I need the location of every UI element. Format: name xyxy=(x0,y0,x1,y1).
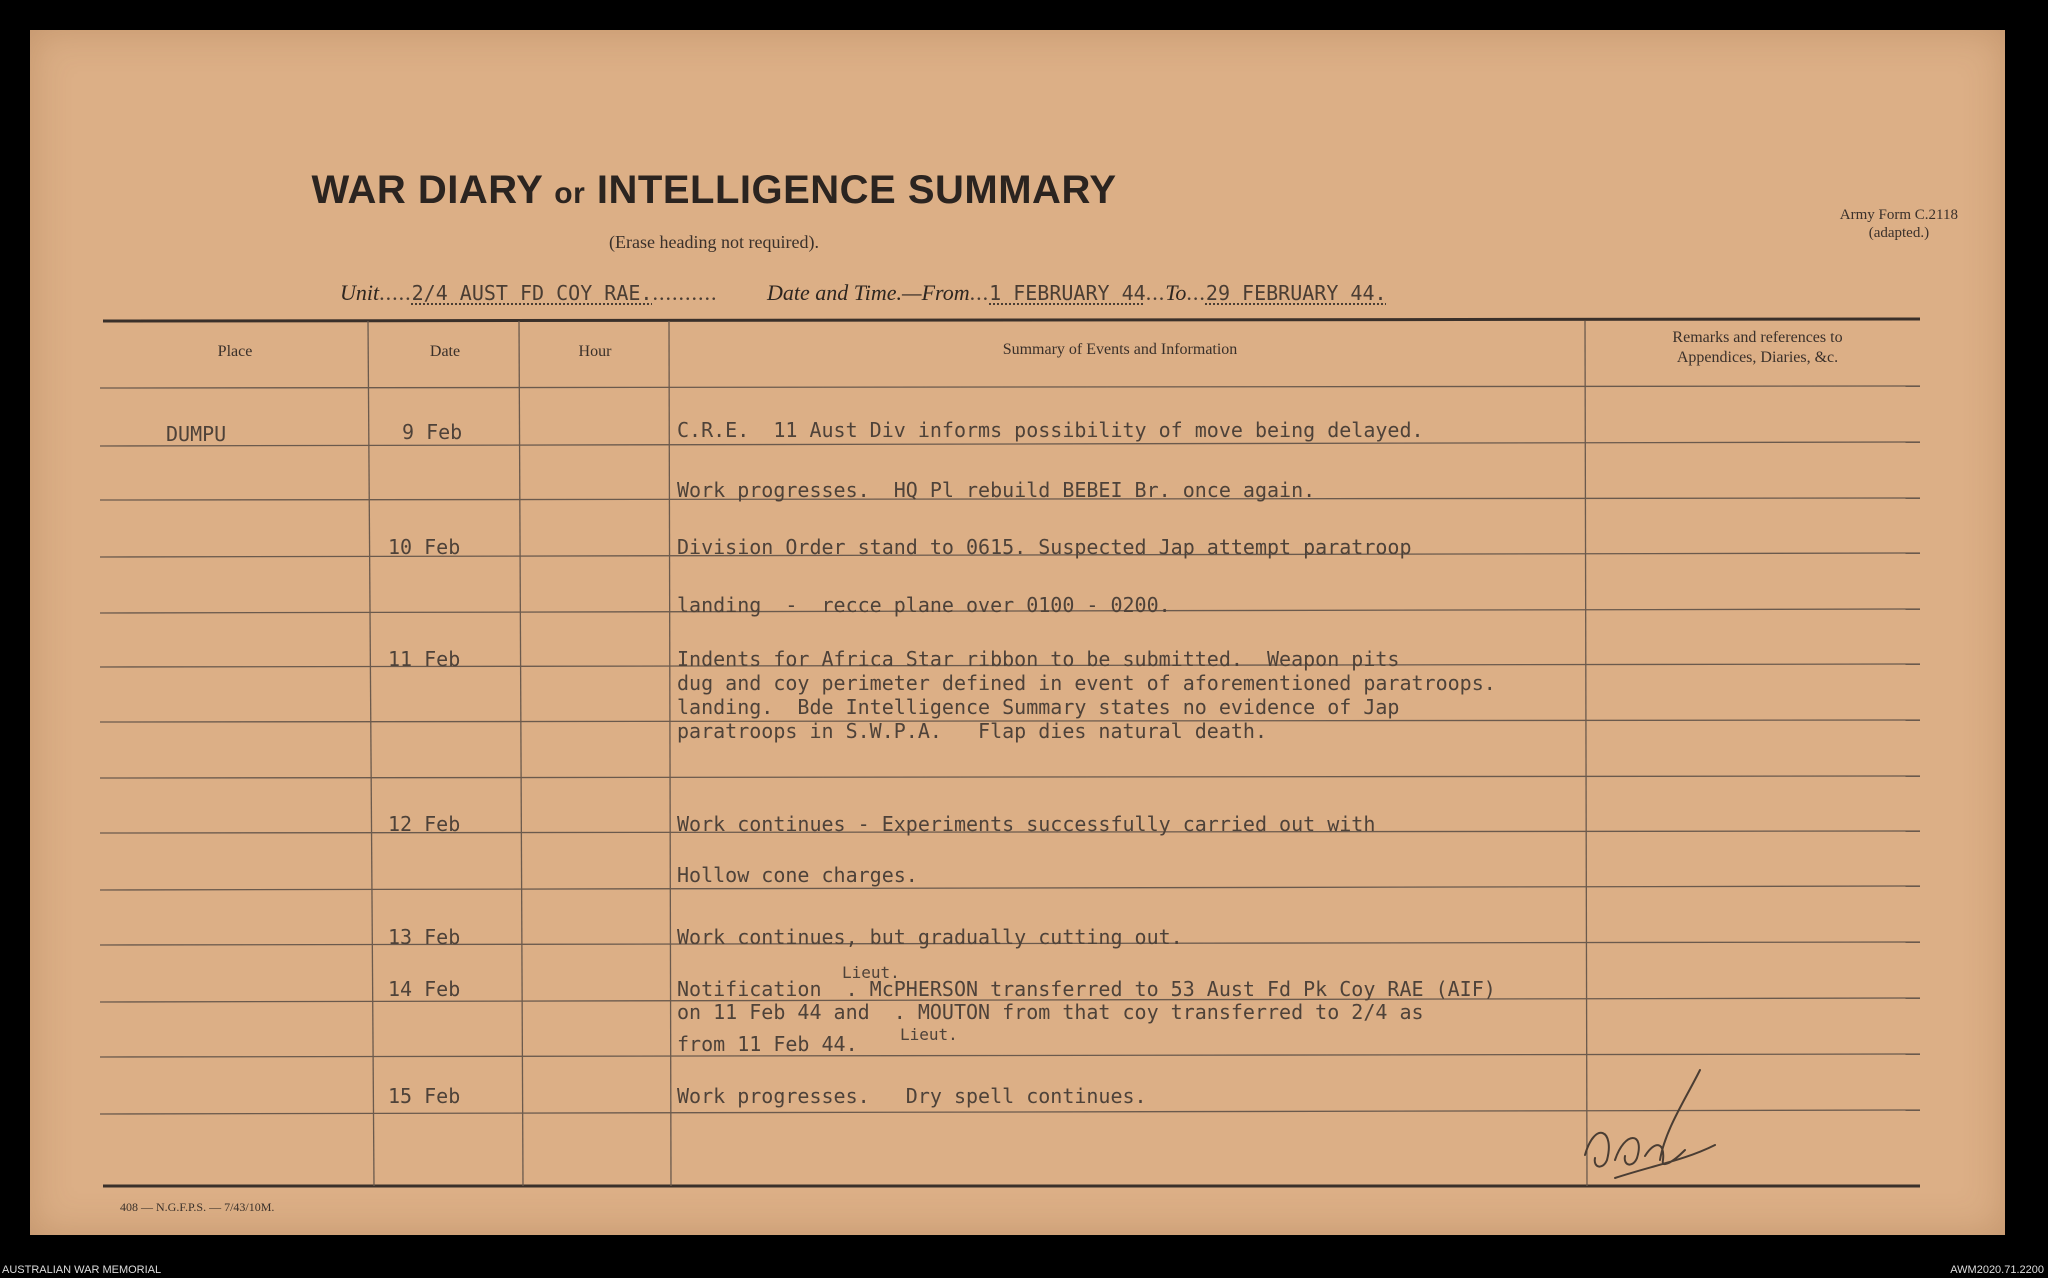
remarks-header-line-1: Remarks and references to xyxy=(1672,329,1843,346)
unit-value: 2/4 AUST FD COY RAE. xyxy=(411,281,653,305)
archive-credit: AUSTRALIAN WAR MEMORIAL xyxy=(2,1264,162,1276)
summary-9-feb-line-1: C.R.E. 11 Aust Div informs possibility of move being delayed. xyxy=(677,418,1424,442)
summary-14-feb-line-3: from 11 Feb 44. xyxy=(677,1032,858,1056)
date-9-feb: 9 Feb xyxy=(402,420,463,444)
date-time-label: Date and Time.—From xyxy=(766,280,970,305)
date-13-feb: 13 Feb xyxy=(388,925,461,949)
army-form-number: Army Form C.2118 xyxy=(1839,207,1958,223)
summary-14-feb-line-1: Notification . McPHERSON transferred to 53 Aust Fd Pk Coy RAE (AIF) xyxy=(677,977,1496,1001)
date-10-feb: 10 Feb xyxy=(388,535,461,559)
column-header-remarks xyxy=(1600,328,1915,368)
date-12-feb: 12 Feb xyxy=(388,812,461,836)
summary-15-feb: Work progresses. Dry spell continues. xyxy=(677,1084,1147,1108)
summary-10-feb-line-2: landing - recce plane over 0100 - 0200. xyxy=(677,593,1171,617)
summary-14-feb-line-2: on 11 Feb 44 and . MOUTON from that coy transferred to 2/4 as xyxy=(677,1000,1424,1024)
summary-13-feb: Work continues, but gradually cutting out. xyxy=(677,925,1183,949)
summary-12-feb-line-2: Hollow cone charges. xyxy=(677,863,918,887)
column-header-place: Place xyxy=(217,343,253,360)
summary-12-feb-line-1: Work continues - Experiments successfully carried out with xyxy=(677,812,1376,836)
column-header-summary: Summary of Events and Information xyxy=(1002,341,1238,358)
summary-11-feb-line-4: paratroops in S.W.P.A. Flap dies natural death. xyxy=(677,719,1268,743)
from-date: 1 FEBRUARY 44 xyxy=(989,281,1146,305)
printer-reference: 408 — N.G.F.P.S. — 7/43/10M. xyxy=(120,1200,275,1214)
archive-accession-number: AWM2020.71.2200 xyxy=(1950,1264,2044,1276)
unit-label: Unit xyxy=(340,280,380,305)
column-header-date: Date xyxy=(429,343,461,360)
summary-11-feb-line-2: dug and coy perimeter defined in event of aforementioned paratroops. xyxy=(677,671,1496,695)
form-subtitle: (Erase heading not required). xyxy=(609,232,819,252)
title-or: or xyxy=(554,177,586,210)
to-label: To xyxy=(1165,280,1187,305)
date-14-feb: 14 Feb xyxy=(388,977,461,1001)
column-header-hour: Hour xyxy=(578,343,612,360)
title-part-2: INTELLIGENCE SUMMARY xyxy=(596,168,1117,212)
army-form-adapted: (adapted.) xyxy=(1868,225,1930,241)
summary-11-feb-line-3: landing. Bde Intelligence Summary states no evidence of Jap xyxy=(677,695,1400,719)
army-form-reference xyxy=(1840,206,1958,242)
summary-9-feb-line-2: Work progresses. HQ Pl rebuild BEBEI Br. once again. xyxy=(677,478,1316,502)
correction-lieut-2: Lieut. xyxy=(900,1025,958,1044)
title-part-1: WAR DIARY xyxy=(311,168,543,212)
place-entry: DUMPU xyxy=(166,422,227,446)
form-title xyxy=(0,168,1738,213)
summary-10-feb-line-1: Division Order stand to 0615. Suspected Jap attempt paratroop xyxy=(677,535,1412,559)
remarks-header-line-2: Appendices, Diaries, &c. xyxy=(1676,349,1839,366)
date-15-feb: 15 Feb xyxy=(388,1084,461,1108)
handwritten-initials-signature xyxy=(1575,1060,1725,1190)
unit-date-line: Unit.....2/4 AUST FD COY RAE........... Date and Time.—From...1 FEBRUARY 44...To...29 FEBRUARY 44. xyxy=(340,280,1387,305)
summary-11-feb-line-1: Indents for Africa Star ribbon to be submitted. Weapon pits xyxy=(677,647,1400,671)
to-date: 29 FEBRUARY 44. xyxy=(1205,281,1387,305)
correction-lieut-1: Lieut. xyxy=(842,963,900,982)
date-11-feb: 11 Feb xyxy=(388,647,461,671)
